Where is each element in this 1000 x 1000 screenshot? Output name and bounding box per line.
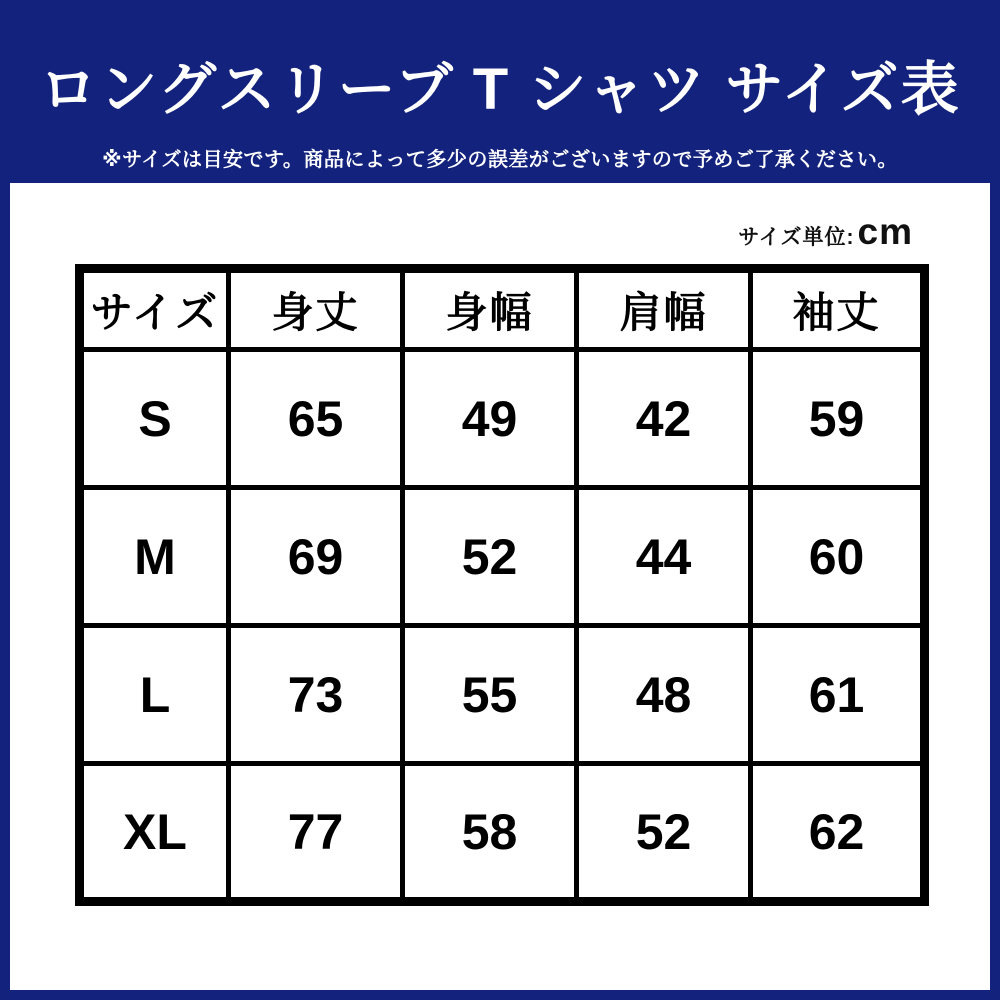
size-label-cell: L [80, 626, 229, 764]
measurement-cell: 49 [403, 350, 577, 488]
size-table [75, 264, 929, 906]
measurement-cell: 62 [751, 764, 925, 902]
unit-label [738, 213, 913, 251]
page-title: ロングスリーブ T シャツ サイズ表 [39, 57, 961, 122]
measurement-cell: 42 [577, 350, 751, 488]
measurement-cell: 52 [403, 488, 577, 626]
measurement-cell: 48 [577, 626, 751, 764]
size-label-cell: S [80, 350, 229, 488]
disclaimer-note: ※サイズは目安です。商品によって多少の誤差がございますので予めご了承ください。 [102, 149, 898, 171]
unit-label-prefix: サイズ単位: [738, 226, 855, 249]
measurement-cell: 44 [577, 488, 751, 626]
measurement-cell: 58 [403, 764, 577, 902]
measurement-cell: 77 [229, 764, 403, 902]
content-panel [10, 183, 990, 990]
unit-value: cm [857, 211, 913, 252]
column-header: 肩幅 [577, 269, 751, 350]
size-table-body [80, 350, 925, 902]
measurement-cell: 61 [751, 626, 925, 764]
size-table-header [80, 269, 925, 350]
size-label-cell: M [80, 488, 229, 626]
column-header: 身幅 [403, 269, 577, 350]
measurement-cell: 60 [751, 488, 925, 626]
measurement-cell: 55 [403, 626, 577, 764]
measurement-cell: 59 [751, 350, 925, 488]
measurement-cell: 65 [229, 350, 403, 488]
column-header: 袖丈 [751, 269, 925, 350]
table-row [80, 488, 925, 626]
size-label-cell: XL [80, 764, 229, 902]
measurement-cell: 69 [229, 488, 403, 626]
column-header: サイズ [80, 269, 229, 350]
table-row [80, 764, 925, 902]
table-row [80, 350, 925, 488]
table-row [80, 626, 925, 764]
measurement-cell: 52 [577, 764, 751, 902]
header-row [80, 269, 925, 350]
column-header: 身丈 [229, 269, 403, 350]
measurement-cell: 73 [229, 626, 403, 764]
